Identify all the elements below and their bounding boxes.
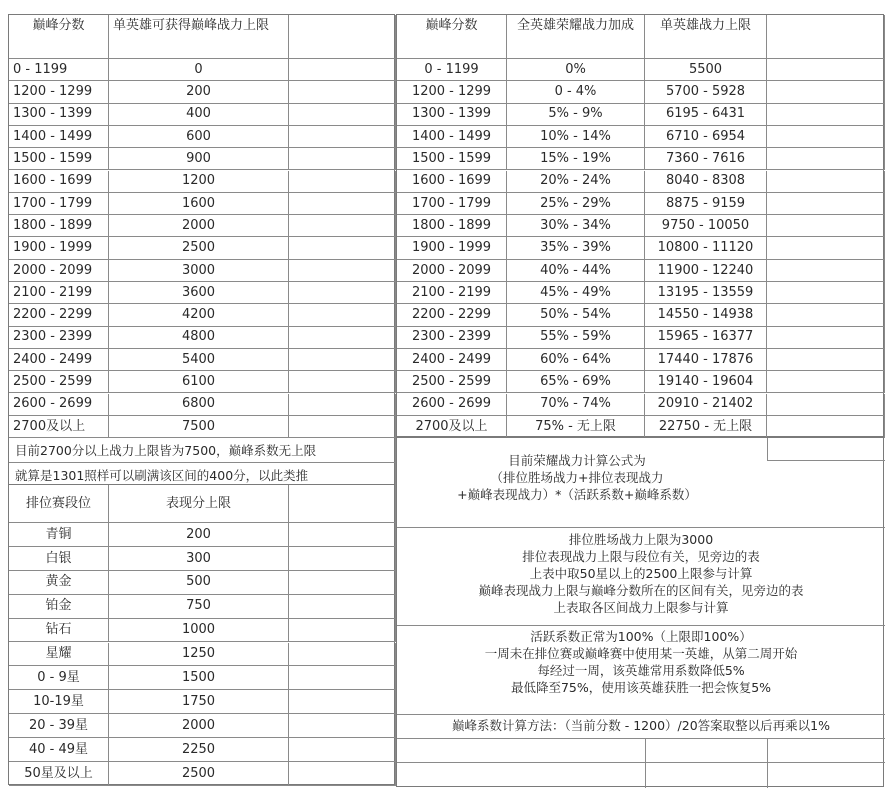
- right-row-score: 1200 - 1299: [397, 81, 507, 103]
- rank-row-empty: [289, 595, 396, 619]
- rules-block-line: 上表取各区间战力上限参与计算: [553, 600, 729, 615]
- left-row-score: 2600 - 2699: [9, 394, 109, 416]
- left-row-empty: [289, 371, 396, 393]
- rules-block-line: 排位胜场战力上限为3000: [568, 532, 714, 547]
- left-row-score: 2000 - 2099: [9, 260, 109, 282]
- right-row-cap: 19140 - 19604: [645, 371, 767, 393]
- right-row-empty: [767, 171, 885, 193]
- rank-header-empty: [289, 485, 396, 523]
- right-row-cap: 5500: [645, 59, 767, 81]
- left-row-score: 1700 - 1799: [9, 193, 109, 215]
- right-row-score: 2400 - 2499: [397, 349, 507, 371]
- right-row-score: 1500 - 1599: [397, 148, 507, 170]
- left-row-cap: 0: [109, 59, 289, 81]
- rank-row-cap: 2000: [109, 714, 289, 738]
- right-row-cap: 7360 - 7616: [645, 148, 767, 170]
- left-row-empty: [289, 349, 396, 371]
- right-row-bonus: 30% - 34%: [507, 215, 645, 237]
- right-header-bonus: 全英雄荣耀战力加成: [507, 15, 645, 59]
- rules-block: [397, 531, 885, 616]
- rank-row-tier: 20 - 39星: [9, 714, 109, 738]
- left-row-cap: 200: [109, 81, 289, 103]
- formula-line: +巅峰表现战力）*（活跃系数+巅峰系数）: [457, 487, 697, 502]
- activity-block-line: 最低降至75%，使用该英雄获胜一把会恢复5%: [510, 680, 772, 695]
- left-row-score: 2100 - 2199: [9, 282, 109, 304]
- right-row-cap: 11900 - 12240: [645, 260, 767, 282]
- right-row-empty: [767, 371, 885, 393]
- left-row-empty: [289, 394, 396, 416]
- rank-row-tier: 星耀: [9, 643, 109, 667]
- left-row-empty: [289, 304, 396, 326]
- rank-row-tier: 40 - 49星: [9, 738, 109, 762]
- left-row-empty: [289, 215, 396, 237]
- activity-block: [397, 628, 885, 696]
- right-row-bonus: 40% - 44%: [507, 260, 645, 282]
- right-row-cap: 6710 - 6954: [645, 126, 767, 148]
- right-row-empty: [767, 59, 885, 81]
- left-row-empty: [289, 59, 396, 81]
- right-row-score: 1700 - 1799: [397, 193, 507, 215]
- rank-row-cap: 1750: [109, 690, 289, 714]
- left-row-score: 2300 - 2399: [9, 327, 109, 349]
- left-row-empty: [289, 148, 396, 170]
- right-row-score: 2100 - 2199: [397, 282, 507, 304]
- rank-row-empty: [289, 690, 396, 714]
- right-row-empty: [767, 282, 885, 304]
- rank-row-cap: 2250: [109, 738, 289, 762]
- rank-row-empty: [289, 666, 396, 690]
- right-row-empty: [767, 104, 885, 126]
- right-row-empty: [767, 193, 885, 215]
- left-row-score: 2700及以上: [9, 416, 109, 438]
- right-row-cap: 10800 - 11120: [645, 237, 767, 259]
- right-row-cap: 15965 - 16377: [645, 327, 767, 349]
- right-row-cap: 20910 - 21402: [645, 394, 767, 416]
- right-row-cap: 22750 - 无上限: [645, 416, 767, 438]
- rules-block-line: 巅峰表现战力上限与巅峰分数所在的区间有关，见旁边的表: [478, 583, 804, 598]
- right-row-bonus: 0 - 4%: [507, 81, 645, 103]
- left-header-empty: [289, 15, 396, 59]
- rank-row-empty: [289, 571, 396, 595]
- right-row-cap: 6195 - 6431: [645, 104, 767, 126]
- left-row-cap: 400: [109, 104, 289, 126]
- rank-row-tier: 50星及以上: [9, 762, 109, 786]
- right-row-score: 1800 - 1899: [397, 215, 507, 237]
- notes-region: [396, 437, 884, 787]
- left-row-empty: [289, 126, 396, 148]
- right-row-score: 1900 - 1999: [397, 237, 507, 259]
- right-row-score: 2700及以上: [397, 416, 507, 438]
- left-row-score: 0 - 1199: [9, 59, 109, 81]
- right-row-cap: 9750 - 10050: [645, 215, 767, 237]
- formula-line: 目前荣耀战力计算公式为: [508, 453, 646, 468]
- right-row-empty: [767, 304, 885, 326]
- left-row-score: 1200 - 1299: [9, 81, 109, 103]
- left-row-cap: 3000: [109, 260, 289, 282]
- right-row-cap: 14550 - 14938: [645, 304, 767, 326]
- right-row-bonus: 50% - 54%: [507, 304, 645, 326]
- rank-row-tier: 黄金: [9, 571, 109, 595]
- left-row-cap: 2000: [109, 215, 289, 237]
- left-row-score: 1500 - 1599: [9, 148, 109, 170]
- left-row-cap: 2500: [109, 237, 289, 259]
- rank-row-tier: 钻石: [9, 619, 109, 643]
- right-row-empty: [767, 260, 885, 282]
- left-row-score: 2400 - 2499: [9, 349, 109, 371]
- grid-divider: [645, 738, 646, 788]
- left-header-score: 巅峰分数: [9, 15, 109, 59]
- right-row-bonus: 0%: [507, 59, 645, 81]
- right-row-bonus: 5% - 9%: [507, 104, 645, 126]
- right-row-cap: 8040 - 8308: [645, 171, 767, 193]
- grid-divider: [397, 527, 885, 528]
- grid-divider: [397, 714, 885, 715]
- left-row-score: 2200 - 2299: [9, 304, 109, 326]
- rank-row-empty: [289, 643, 396, 667]
- left-row-cap: 1200: [109, 171, 289, 193]
- left-row-empty: [289, 171, 396, 193]
- rank-row-tier: 铂金: [9, 595, 109, 619]
- rank-row-cap: 500: [109, 571, 289, 595]
- right-header-cap: 单英雄战力上限: [645, 15, 767, 59]
- left-row-score: 1300 - 1399: [9, 104, 109, 126]
- grid-divider: [767, 460, 885, 461]
- left-row-cap: 4800: [109, 327, 289, 349]
- left-row-empty: [289, 327, 396, 349]
- left-row-cap: 900: [109, 148, 289, 170]
- right-row-bonus: 15% - 19%: [507, 148, 645, 170]
- right-row-empty: [767, 126, 885, 148]
- right-row-bonus: 45% - 49%: [507, 282, 645, 304]
- left-row-empty: [289, 237, 396, 259]
- right-row-bonus: 55% - 59%: [507, 327, 645, 349]
- rank-row-empty: [289, 714, 396, 738]
- right-row-cap: 17440 - 17876: [645, 349, 767, 371]
- formula-block: [407, 452, 747, 503]
- right-row-bonus: 25% - 29%: [507, 193, 645, 215]
- right-row-cap: 8875 - 9159: [645, 193, 767, 215]
- grid-divider: [767, 738, 768, 788]
- left-row-empty: [289, 260, 396, 282]
- left-row-score: 1400 - 1499: [9, 126, 109, 148]
- left-row-cap: 6800: [109, 394, 289, 416]
- rank-row-cap: 1250: [109, 643, 289, 667]
- rank-header-cap: 表现分上限: [109, 485, 289, 523]
- right-row-score: 1300 - 1399: [397, 104, 507, 126]
- right-row-empty: [767, 81, 885, 103]
- activity-block-line: 每经过一周，该英雄常用系数降低5%: [537, 663, 745, 678]
- left-row-cap: 6100: [109, 371, 289, 393]
- left-row-cap: 4200: [109, 304, 289, 326]
- rank-row-tier: 10-19星: [9, 690, 109, 714]
- rank-row-cap: 750: [109, 595, 289, 619]
- right-row-score: 2200 - 2299: [397, 304, 507, 326]
- left-row-cap: 5400: [109, 349, 289, 371]
- rank-row-empty: [289, 762, 396, 786]
- formula-line: （排位胜场战力+排位表现战力: [490, 470, 664, 485]
- rank-row-cap: 1500: [109, 666, 289, 690]
- left-header-power-cap: 单英雄可获得巅峰战力上限: [109, 15, 289, 59]
- rank-row-cap: 1000: [109, 619, 289, 643]
- left-row-cap: 600: [109, 126, 289, 148]
- right-row-bonus: 35% - 39%: [507, 237, 645, 259]
- left-row-empty: [289, 282, 396, 304]
- left-row-cap: 1600: [109, 193, 289, 215]
- right-row-empty: [767, 416, 885, 438]
- right-row-score: 1600 - 1699: [397, 171, 507, 193]
- right-row-cap: 5700 - 5928: [645, 81, 767, 103]
- rules-block-line: 排位表现战力上限与段位有关，见旁边的表: [522, 549, 760, 564]
- rank-row-tier: 青铜: [9, 523, 109, 547]
- right-row-empty: [767, 148, 885, 170]
- left-row-empty: [289, 416, 396, 438]
- grid-divider: [397, 738, 885, 739]
- rules-block-line: 上表中取50星以上的2500上限参与计算: [529, 566, 753, 581]
- right-row-bonus: 70% - 74%: [507, 394, 645, 416]
- right-header-score: 巅峰分数: [397, 15, 507, 59]
- right-row-score: 1400 - 1499: [397, 126, 507, 148]
- left-row-empty: [289, 104, 396, 126]
- grid-divider: [767, 438, 768, 460]
- rank-row-empty: [289, 547, 396, 571]
- rank-row-empty: [289, 619, 396, 643]
- grid-divider: [397, 762, 885, 763]
- rank-row-cap: 300: [109, 547, 289, 571]
- left-row-cap: 7500: [109, 416, 289, 438]
- rank-row-cap: 2500: [109, 762, 289, 786]
- rank-row-cap: 200: [109, 523, 289, 547]
- rank-row-tier: 0 - 9星: [9, 666, 109, 690]
- right-row-score: 2300 - 2399: [397, 327, 507, 349]
- right-row-bonus: 20% - 24%: [507, 171, 645, 193]
- left-row-empty: [289, 193, 396, 215]
- grid-divider: [397, 625, 885, 626]
- right-row-cap: 13195 - 13559: [645, 282, 767, 304]
- left-note: 就算是1301照样可以刷满该区间的400分，以此类推: [9, 463, 396, 488]
- right-row-empty: [767, 327, 885, 349]
- rank-row-tier: 白银: [9, 547, 109, 571]
- left-row-score: 1600 - 1699: [9, 171, 109, 193]
- right-row-score: 2600 - 2699: [397, 394, 507, 416]
- right-row-empty: [767, 394, 885, 416]
- right-row-bonus: 60% - 64%: [507, 349, 645, 371]
- rank-header-tier: 排位赛段位: [9, 485, 109, 523]
- left-row-score: 2500 - 2599: [9, 371, 109, 393]
- coef-text: 巅峰系数计算方法：（当前分数 - 1200）/20答案取整以后再乘以1%: [452, 718, 830, 733]
- right-row-bonus: 75% - 无上限: [507, 416, 645, 438]
- right-row-bonus: 65% - 69%: [507, 371, 645, 393]
- left-row-cap: 3600: [109, 282, 289, 304]
- rank-table: [8, 484, 395, 785]
- left-row-score: 1800 - 1899: [9, 215, 109, 237]
- left-table: [8, 14, 395, 487]
- right-row-score: 0 - 1199: [397, 59, 507, 81]
- right-header-empty: [767, 15, 885, 59]
- right-row-score: 2500 - 2599: [397, 371, 507, 393]
- activity-block-line: 活跃系数正常为100%（上限即100%）: [530, 629, 752, 644]
- activity-block-line: 一周未在排位赛或巅峰赛中使用某一英雄，从第二周开始: [484, 646, 798, 661]
- rank-row-empty: [289, 523, 396, 547]
- left-row-empty: [289, 81, 396, 103]
- right-row-empty: [767, 215, 885, 237]
- right-row-bonus: 10% - 14%: [507, 126, 645, 148]
- right-table: [396, 14, 884, 437]
- right-row-empty: [767, 349, 885, 371]
- right-row-empty: [767, 237, 885, 259]
- left-note: 目前2700分以上战力上限皆为7500，巅峰系数无上限: [9, 438, 396, 463]
- left-row-score: 1900 - 1999: [9, 237, 109, 259]
- rank-row-empty: [289, 738, 396, 762]
- right-row-score: 2000 - 2099: [397, 260, 507, 282]
